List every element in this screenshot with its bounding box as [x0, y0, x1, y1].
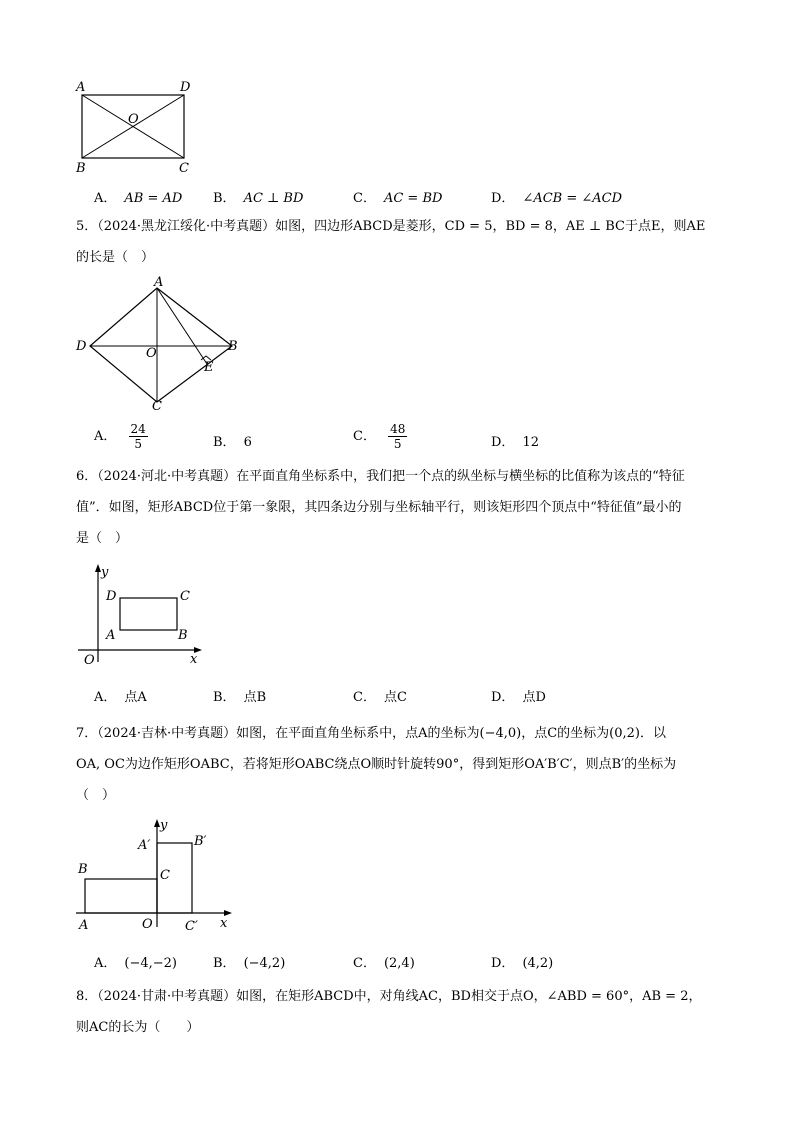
q6-line2: 值”．如图，矩形ABCD位于第一象限，其四条边分别与坐标轴平行，则该矩形四个顶点中“特征值”最小的	[76, 500, 682, 515]
q7-line1: 7．（2024·吉林·中考真题）如图，在平面直角坐标系中，点A的坐标为(−4,0)，点C的坐标为(0,2)．以	[76, 726, 666, 741]
q8-line1: 8．（2024·甘肃·中考真题）如图，在矩形ABCD中，对角线AC，BD相交于点O，∠ABD = 60°，AB = 2，	[76, 989, 702, 1004]
q7-label-A-prime: A′	[138, 838, 151, 853]
q6-label-O: O	[84, 653, 95, 668]
q7-stem	[76, 718, 721, 811]
q5-label-A: A	[154, 276, 164, 290]
q4-label-O: O	[128, 112, 139, 127]
q6-option-d[interactable]: D． 点D	[491, 690, 546, 705]
q5-label-C: C	[152, 399, 162, 414]
q7-label-B-prime: B′	[194, 834, 207, 849]
q8-line2: 则AC的长为（ ）	[76, 1020, 200, 1035]
q7-label-y: y	[160, 818, 168, 833]
q7-option-c[interactable]: C． (2,4)	[353, 956, 415, 971]
q6-figure	[70, 560, 220, 675]
q5-label-E: E	[204, 360, 214, 375]
q5-figure	[70, 276, 250, 416]
q6-label-A: A	[106, 628, 116, 643]
q7-label-O: O	[142, 917, 153, 932]
q5-option-c[interactable]: C． $\frac{48}{5}$	[353, 422, 406, 451]
q7-label-A: A	[79, 918, 89, 933]
q7-figure	[70, 815, 240, 935]
q7-line2: OA, OC为边作矩形OABC，若将矩形OABC绕点O顺时针旋转90°，得到矩形OA′B′C′，则点B′的坐标为	[76, 757, 677, 772]
q4-label-A: A	[76, 80, 86, 95]
q5-option-a-fraction: $\frac{24}{5}$	[130, 422, 146, 451]
q7-line3: （ ）	[76, 788, 116, 803]
q4-option-d[interactable]: D． ∠ACB = ∠ACD	[491, 191, 623, 206]
q5-stem	[76, 211, 721, 273]
q6-option-c[interactable]: C． 点C	[353, 690, 407, 705]
q4-option-c[interactable]: C． AC = BD	[353, 191, 443, 206]
q4-label-B: B	[76, 161, 86, 176]
q7-option-a[interactable]: A． (−4,−2)	[94, 956, 177, 971]
q7-option-d[interactable]: D． (4,2)	[491, 956, 554, 971]
q6-label-D: D	[106, 589, 117, 604]
q7-label-C-prime: C′	[185, 919, 198, 934]
q5-option-a[interactable]: A． $\frac{24}{5}$	[94, 422, 146, 451]
q6-line1: 6．（2024·河北·中考真题）在平面直角坐标系中，我们把一个点的纵坐标与横坐标的比值称为该点的“特征	[76, 469, 685, 484]
q6-stem	[76, 461, 721, 554]
q4-label-C: C	[179, 161, 189, 176]
q5-option-d[interactable]: D． 12	[491, 435, 539, 450]
q5-label-B: B	[228, 339, 238, 354]
q6-label-B: B	[178, 628, 188, 643]
q4-option-a[interactable]: A． AB = AD	[94, 191, 183, 206]
q5-label-O: O	[146, 346, 157, 361]
q4-label-D: D	[180, 80, 191, 95]
q7-label-C: C	[160, 868, 170, 883]
q4-option-b[interactable]: B． AC ⊥ BD	[213, 191, 304, 206]
q5-label-D: D	[76, 339, 87, 354]
q4-figure	[70, 78, 200, 178]
q6-line3: 是（ ）	[76, 531, 129, 546]
q5-line2: 的长是（ ）	[76, 250, 155, 265]
q7-label-B: B	[78, 862, 88, 877]
q6-option-b[interactable]: B． 点B	[213, 690, 267, 705]
q5-option-b[interactable]: B． 6	[213, 435, 252, 450]
q6-label-y: y	[101, 565, 109, 580]
q5-option-c-fraction: $\frac{48}{5}$	[390, 422, 406, 451]
q6-label-C: C	[180, 589, 190, 604]
q8-stem	[76, 981, 721, 1043]
q6-label-x: x	[190, 652, 198, 667]
q6-option-a[interactable]: A． 点A	[94, 690, 147, 705]
q7-option-b[interactable]: B． (−4,2)	[213, 956, 286, 971]
q5-line1: 5．（2024·黑龙江绥化·中考真题）如图，四边形ABCD是菱形，CD = 5，BD = 8，AE ⊥ BC于点E，则AE	[76, 219, 706, 234]
q7-label-x: x	[220, 916, 228, 931]
